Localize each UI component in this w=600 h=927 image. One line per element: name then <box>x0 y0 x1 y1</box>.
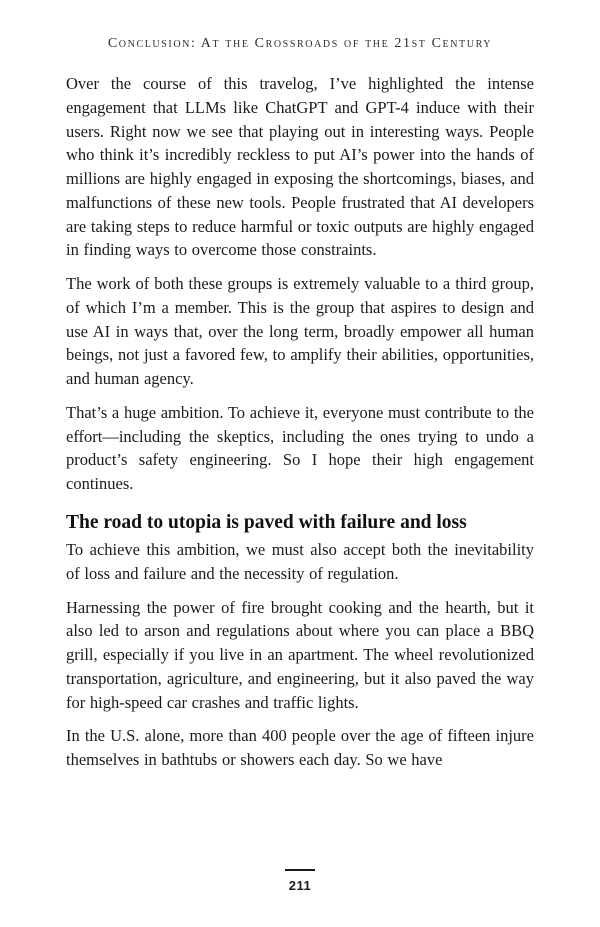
page-body <box>66 72 534 857</box>
paragraph: Over the course of this travelog, I’ve highlighted the intense engagement that LLMs like ChatGPT and GPT-4 induce with their users. Right now we see that playing out in interesting ways. People who think it’s incredibly reckless to put AI’s power into the hands of millions are highly engaged in exposing the shortcomings, biases, and malfunctions of these new tools. People frustrated that AI developers are taking steps to reduce harmful or toxic outputs are highly engaged in finding ways to overcome those constraints. <box>66 74 534 260</box>
paragraph: That’s a huge ambition. To achieve it, everyone must contribute to the effort—including the skeptics, including the ones trying to undo a product’s safety engineering. So I hope their high engagement continues. <box>66 402 534 493</box>
paragraph: To achieve this ambition, we must also accept both the inevitability of loss and failure and the necessity of regulation. <box>66 540 534 583</box>
page-footer <box>0 869 600 893</box>
paragraph: In the U.S. alone, more than 400 people over the age of fifteen injure themselves in bathtubs or showers each day. So we have <box>66 726 534 770</box>
paragraph: Harnessing the power of fire brought cooking and the hearth, but it also led to arson and regulations about where you can place a BBQ grill, especially if you live in an apartment. The wheel revolutionized transportation, agriculture, and engineering, but it also paved the way for high-speed car crashes and traffic lights. <box>66 597 534 712</box>
page-number: 211 <box>288 878 312 893</box>
running-head: Conclusion: At the Crossroads of the 21st Century <box>107 36 493 51</box>
paragraph: The work of both these groups is extremely valuable to a third group, of which I’m a member. This is the group that aspires to design and use AI in ways that, over the long term, broadly empower all human beings, not just a favored few, to amplify their abilities, opportunities, and human agency. <box>66 274 534 388</box>
footer-rule <box>285 869 315 871</box>
section-heading: The road to utopia is paved with failure and loss <box>66 511 467 533</box>
